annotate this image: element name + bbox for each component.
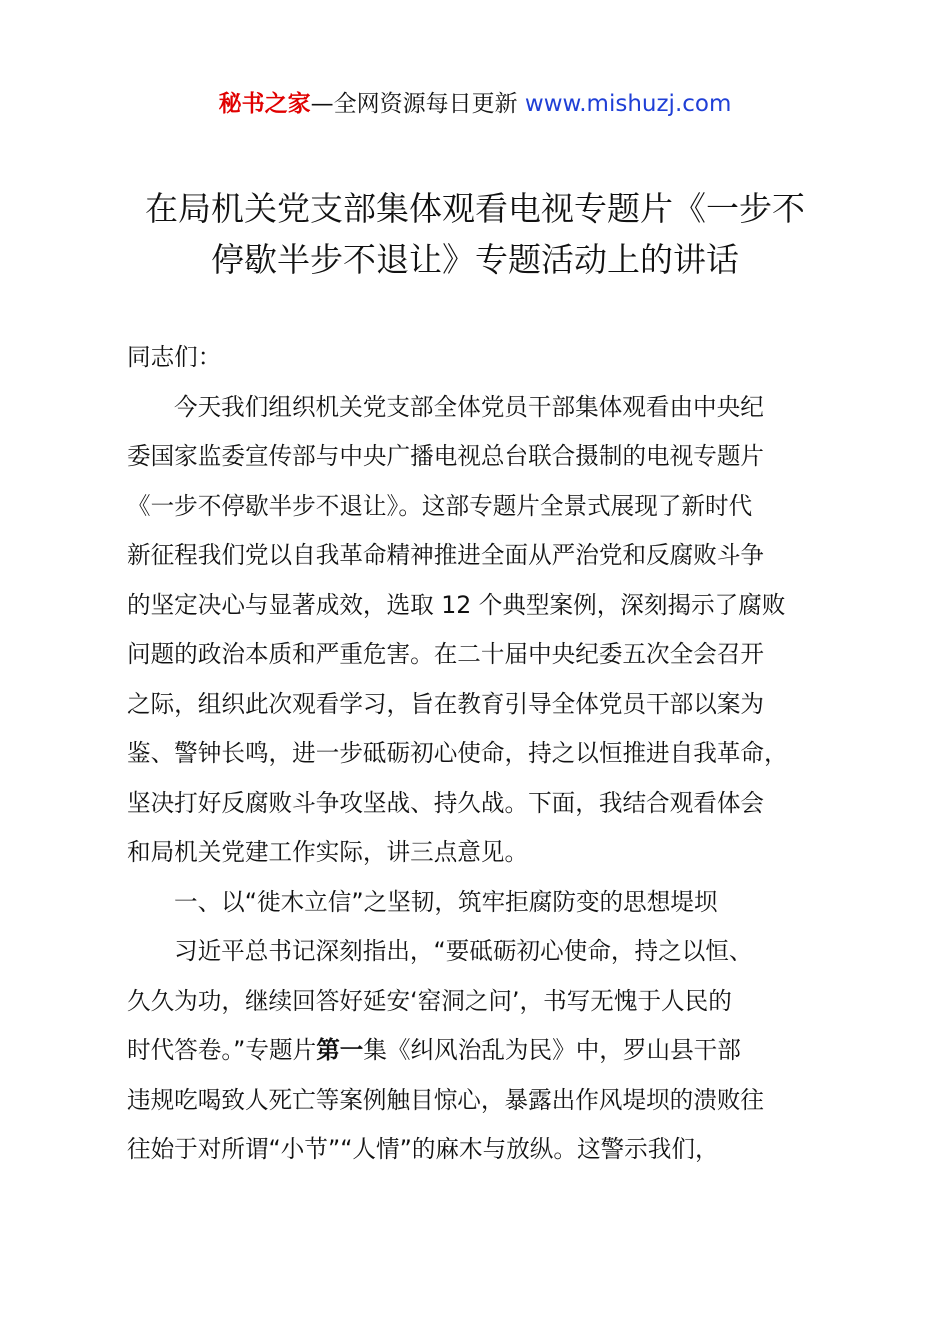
document-body	[127, 333, 837, 1175]
paragraph-line: 今天我们组织机关党支部全体党员干部集体观看由中央纪	[174, 392, 764, 421]
paragraph-line: 鉴、警钟长鸣，进一步砥砺初心使命，持之以恒推进自我革命，	[127, 739, 788, 767]
paragraph-line: 坚决打好反腐败斗争攻坚战、持久战。下面，我结合观看体会	[127, 788, 765, 817]
title-line-1: 在局机关党支部集体观看电视专题片《一步不	[145, 189, 805, 228]
paragraph-line: 和局机关党建工作实际，讲三点意见。	[127, 838, 529, 866]
bold-text-run: 第一	[316, 1036, 364, 1064]
header-tagline: —全网资源每日更新	[310, 91, 518, 117]
site-url-link[interactable]: www.mishuzj.com	[524, 91, 732, 117]
brand-name: 秘书之家	[218, 91, 311, 117]
paragraph-line: 往始于对所谓“小节”“人情”的麻木与放纵。这警示我们，	[127, 1135, 719, 1163]
text-run: 集《纠风治乱为民》中，罗山县干部	[363, 1036, 741, 1064]
paragraph-line: 习近平总书记深刻指出，“要砥砺初心使命，持之以恒、	[174, 937, 753, 965]
paragraph-line: 问题的政治本质和严重危害。在二十届中央纪委五次全会召开	[127, 640, 765, 668]
paragraph-line: 的坚定决心与显著成效，选取 12 个典型案例，深刻揭示了腐败	[127, 590, 786, 619]
paragraph-line: 《一步不停歇半步不退让》。这部专题片全景式展现了新时代	[127, 491, 753, 520]
paragraph-line: 违规吃喝致人死亡等案例触目惊心，暴露出作风堤坝的溃败往	[127, 1085, 765, 1114]
text-run: 时代答卷。”专题片	[127, 1036, 317, 1064]
document-title	[110, 183, 840, 285]
paragraph-line: 久久为功，继续回答好延安‘窑洞之问’，书写无愧于人民的	[127, 986, 732, 1015]
section-heading: 一、以“徙木立信”之坚韧，筑牢拒腐防变的思想堤坝	[174, 887, 718, 916]
title-line-2: 停歇半步不退让》专题活动上的讲话	[211, 240, 739, 279]
paragraph-line: 委国家监委宣传部与中央广播电视总台联合摄制的电视专题片	[127, 442, 765, 470]
salutation: 同志们：	[127, 343, 222, 371]
paragraph-line	[127, 1026, 837, 1076]
paragraph-line: 之际，组织此次观看学习，旨在教育引导全体党员干部以案为	[127, 689, 765, 718]
paragraph-line: 新征程我们党以自我革命精神推进全面从严治党和反腐败斗争	[127, 541, 765, 569]
site-header	[0, 87, 950, 121]
